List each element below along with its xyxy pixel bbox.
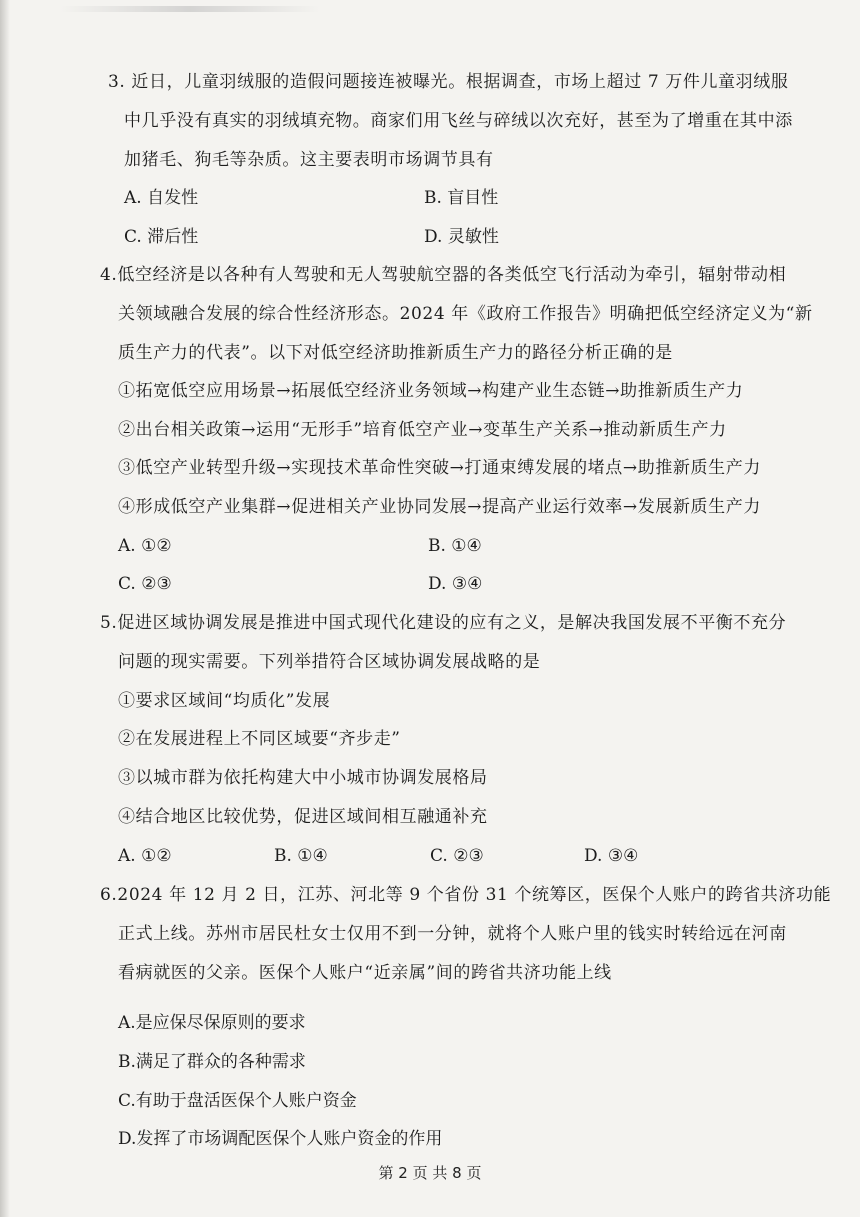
question-4-option-a: A. ①② (118, 536, 172, 556)
question-4-line-3: 质生产力的代表”。以下对低空经济助推新质生产力的路径分析正确的是 (118, 343, 673, 363)
question-5-line-2: 问题的现实需要。下列举措符合区域协调发展战略的是 (118, 652, 541, 672)
question-5-option-a: A. ①② (118, 846, 172, 866)
question-4-line-2: 关领域融合发展的综合性经济形态。2024 年《政府工作报告》明确把低空经济定义为“新 (118, 304, 813, 324)
question-5-line-1: 5.促进区域协调发展是推进中国式现代化建设的应有之义，是解决我国发展不平衡不充分 (100, 613, 787, 633)
scan-smudge (60, 6, 320, 12)
question-5-statement-1: ①要求区域间“均质化”发展 (118, 691, 331, 711)
question-4-statement-3: ③低空产业转型升级→实现技术革命性突破→打通束缚发展的堵点→助推新质生产力 (118, 458, 761, 478)
question-5-option-b: B. ①④ (274, 846, 328, 866)
page-footer: 第 2 页 共 8 页 (378, 1164, 482, 1182)
question-3-option-a: A. 自发性 (124, 188, 199, 208)
question-5-option-d: D. ③④ (584, 846, 639, 866)
question-6-line-1: 6.2024 年 12 月 2 日，江苏、河北等 9 个省份 31 个统筹区，医保个人账户的跨省共济功能 (100, 885, 832, 905)
question-6-line-3: 看病就医的父亲。医保个人账户“近亲属”间的跨省共济功能上线 (118, 963, 612, 983)
question-3-line-2: 中几乎没有真实的羽绒填充物。商家们用飞丝与碎绒以次充好，甚至为了增重在其中添 (124, 111, 793, 131)
question-6-option-c: C.有助于盘活医保个人账户资金 (118, 1091, 357, 1111)
question-5-statement-2: ②在发展进程上不同区域要“齐步走” (118, 729, 401, 749)
question-3-line-1: 3. 近日，儿童羽绒服的造假问题接连被曝光。根据调查，市场上超过 7 万件儿童羽绒服 (108, 72, 789, 92)
question-5-statement-3: ③以城市群为依托构建大中小城市协调发展格局 (118, 768, 488, 788)
question-4-statement-2: ②出台相关政策→运用“无形手”培育低空产业→变革生产关系→推动新质生产力 (118, 420, 727, 440)
question-6-option-d: D.发挥了市场调配医保个人账户资金的作用 (118, 1129, 443, 1149)
question-4-statement-4: ④形成低空产业集群→促进相关产业协同发展→提高产业运行效率→发展新质生产力 (118, 497, 761, 517)
question-4-option-c: C. ②③ (118, 574, 172, 594)
scan-edge-shadow (0, 0, 10, 1217)
question-5-statement-4: ④结合地区比较优势，促进区域间相互融通补充 (118, 807, 488, 827)
question-3-option-b: B. 盲目性 (424, 188, 499, 208)
question-6-option-a: A.是应保尽保原则的要求 (118, 1013, 306, 1033)
question-4-statement-1: ①拓宽低空应用场景→拓展低空经济业务领域→构建产业生态链→助推新质生产力 (118, 381, 744, 401)
question-3-line-3: 加猪毛、狗毛等杂质。这主要表明市场调节具有 (124, 150, 494, 170)
question-6-line-2: 正式上线。苏州市居民杜女士仅用不到一分钟，就将个人账户里的钱实时转给远在河南 (118, 924, 787, 944)
question-3-option-d: D. 灵敏性 (424, 227, 499, 247)
question-4-option-d: D. ③④ (428, 574, 483, 594)
question-4-line-1: 4.低空经济是以各种有人驾驶和无人驾驶航空器的各类低空飞行活动为牵引，辐射带动相 (100, 265, 787, 285)
question-5-option-c: C. ②③ (430, 846, 484, 866)
question-6-option-b: B.满足了群众的各种需求 (118, 1052, 306, 1072)
question-3-option-c: C. 滞后性 (124, 227, 199, 247)
question-4-option-b: B. ①④ (428, 536, 482, 556)
